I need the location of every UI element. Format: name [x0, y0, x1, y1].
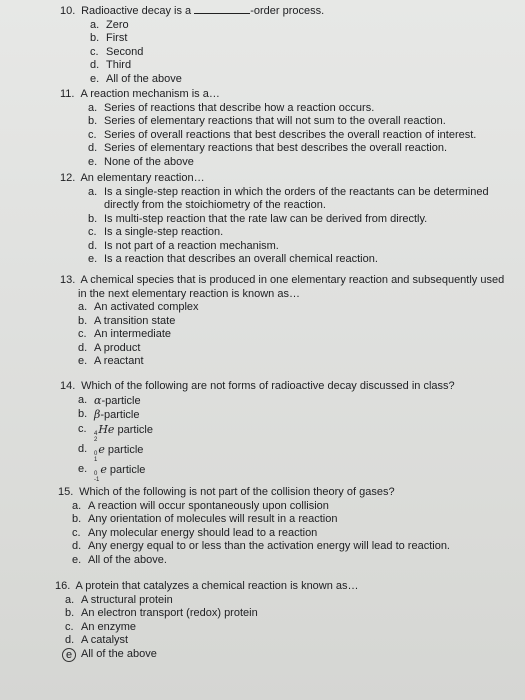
- option-b: b. Any orientation of molecules will result in a reaction: [72, 513, 338, 525]
- nuclide-notation: 0 1: [94, 450, 98, 463]
- nuclide-notation: 4 2: [94, 430, 98, 443]
- option-b: b. An electron transport (redox) protein: [65, 607, 258, 619]
- option-c: c. 4 2 He particle: [78, 422, 153, 443]
- question-stem: [60, 274, 504, 288]
- question-stem: [60, 88, 476, 102]
- option-b: b. First: [90, 32, 128, 44]
- option-d: d. Third: [90, 59, 132, 71]
- question-number: 11.: [60, 88, 75, 100]
- question-number: 14.: [60, 380, 76, 392]
- stem-end: -order process.: [250, 5, 325, 17]
- fill-in-blank: [194, 4, 250, 14]
- question-stem: [60, 4, 324, 19]
- stem-text: Which of the following are not forms of radioactive decay discussed in class?: [81, 380, 455, 392]
- question-stem: [55, 580, 359, 594]
- question-number: 12.: [60, 172, 76, 184]
- circled-answer-mark: e: [62, 648, 76, 662]
- electron-symbol: e: [100, 462, 107, 476]
- option-e: e. All of the above: [90, 72, 182, 85]
- stem-text: A protein that catalyzes a chemical reaction is known as…: [75, 580, 359, 592]
- option-a: a. Zero: [90, 18, 129, 31]
- option-a: a. Series of reactions that describe how a reaction occurs.: [88, 101, 375, 114]
- option-d: d. Any energy equal to or less than the activation energy will lead to reaction.: [72, 540, 450, 552]
- option-list: [60, 19, 324, 87]
- question-12: [60, 172, 520, 267]
- option-d: d. 0 1 e particle: [78, 442, 144, 463]
- question-10: [60, 4, 324, 86]
- option-b: b. A transition state: [78, 314, 176, 327]
- option-d: d. Series of elementary reactions that best describes the overall reaction.: [88, 142, 448, 154]
- option-e: e. None of the above: [88, 155, 194, 168]
- option-b: b. β-particle: [78, 408, 140, 421]
- option-d: d. Is not part of a reaction mechanism.: [88, 239, 279, 252]
- question-number: 15.: [58, 486, 74, 498]
- question-16: [55, 580, 359, 662]
- option-list: [60, 102, 476, 170]
- nuclide-notation: 0 -1: [94, 470, 100, 483]
- stem-text: Which of the following is not part of the collision theory of gases?: [79, 486, 395, 498]
- option-list: [60, 301, 504, 369]
- question-13: [60, 274, 504, 369]
- option-a: a. A reaction will occur spontaneously upon collision: [72, 499, 329, 512]
- electron-symbol: e: [98, 442, 105, 456]
- option-c: c. Second: [90, 45, 144, 58]
- stem-line-1: A chemical species that is produced in one elementary reaction and subsequently used: [80, 274, 505, 286]
- option-c: c. Any molecular energy should lead to a reaction: [72, 526, 318, 539]
- option-list: [60, 394, 455, 483]
- option-d: d. A catalyst: [65, 634, 129, 646]
- option-e: e. All of the above.: [72, 553, 167, 566]
- option-e: e. 0 -1 e particle: [78, 462, 146, 483]
- question-14: [60, 380, 455, 483]
- question-number: 13.: [60, 274, 76, 286]
- option-c: c. Series of overall reactions that best describes the overall reaction of interest.: [88, 128, 477, 141]
- beta-symbol: β: [94, 408, 101, 421]
- stem-text: An elementary reaction…: [80, 172, 205, 184]
- option-b: b. Series of elementary reactions that will not sum to the overall reaction.: [88, 115, 446, 127]
- option-a: a. An activated complex: [78, 301, 199, 313]
- option-c: c. An intermediate: [78, 328, 172, 340]
- option-e: e. Is a reaction that describes an overall chemical reaction.: [88, 253, 378, 265]
- question-stem: [58, 486, 450, 500]
- option-list: [58, 500, 450, 568]
- option-c: c. Is a single-step reaction.: [88, 226, 224, 238]
- question-number: 16.: [55, 580, 71, 592]
- stem-start: Radioactive decay is a: [81, 5, 192, 17]
- option-c: c. An enzyme: [65, 620, 137, 633]
- question-number: 10.: [60, 5, 76, 17]
- option-a: a. Is a single-step reaction in which the orders of the reactants can be determined directly from the stoichiometry of the reaction.: [88, 185, 489, 211]
- alpha-symbol: α: [94, 393, 102, 407]
- question-stem: [60, 380, 455, 394]
- option-list: [60, 186, 520, 267]
- question-15: [58, 486, 450, 567]
- option-d: d. A product: [78, 341, 141, 354]
- stem-line-2: in the next elementary reaction is known as…: [78, 287, 300, 300]
- question-11: [60, 88, 476, 169]
- stem-text: A reaction mechanism is a…: [80, 88, 220, 100]
- option-b: b. Is multi-step reaction that the rate law can be derived from directly.: [88, 212, 428, 225]
- helium-symbol: He: [98, 422, 115, 436]
- option-e-circled: e All of the above: [65, 648, 359, 663]
- option-e: e. A reactant: [78, 355, 144, 367]
- question-stem: [60, 172, 520, 186]
- option-a: a. A structural protein: [65, 593, 173, 606]
- option-a: a. α-particle: [78, 393, 141, 407]
- option-list: [55, 594, 359, 663]
